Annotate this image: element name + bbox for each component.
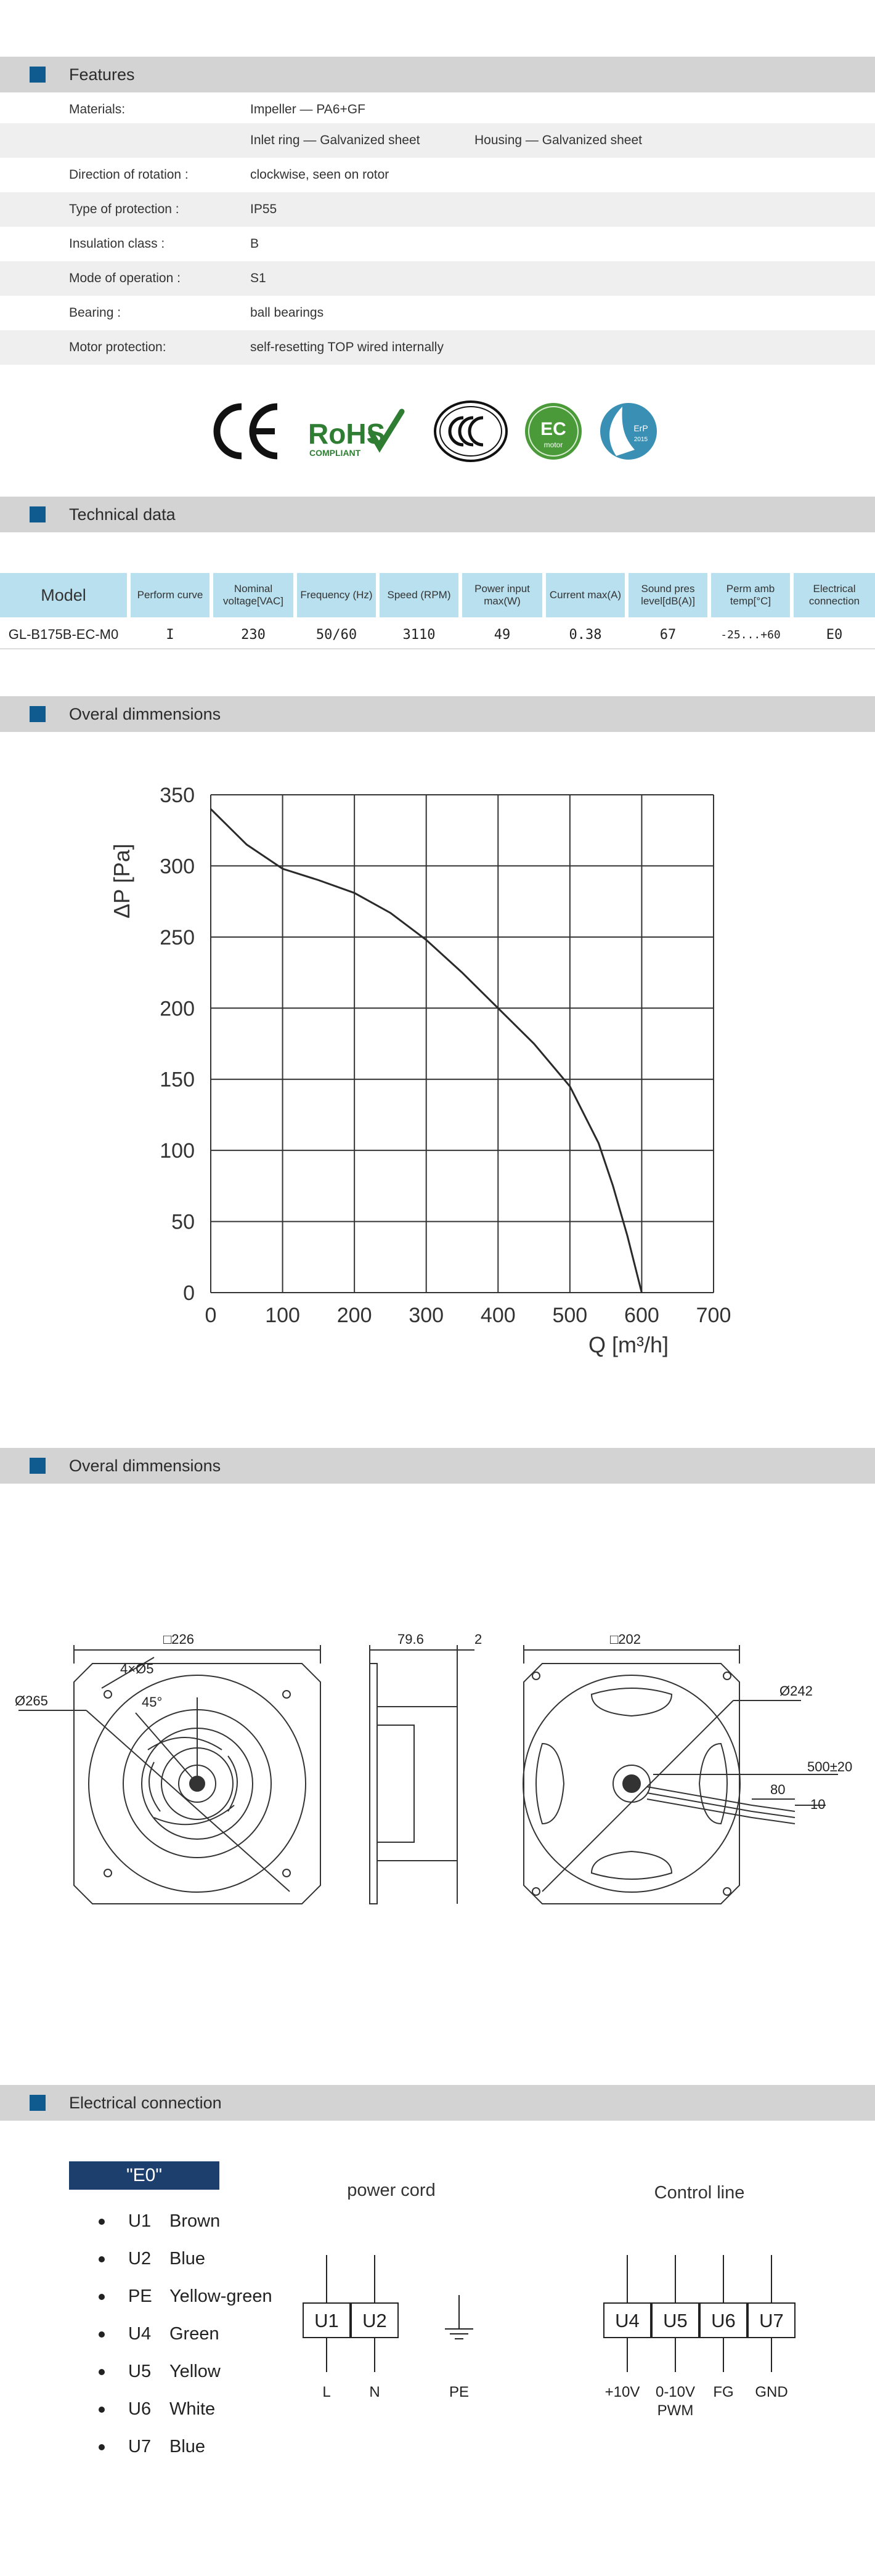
feature-value-secondary: Housing — Galvanized sheet	[474, 133, 642, 147]
feature-value: clockwise, seen on rotor	[250, 168, 389, 182]
terminal-u6: U6	[711, 2310, 736, 2331]
front-view	[18, 1645, 320, 1904]
feature-key: Materials:	[69, 102, 126, 116]
col-header: Sound pres level[dB(A)]	[629, 573, 707, 617]
wire-color: White	[169, 2399, 216, 2419]
section-square-icon	[30, 1458, 46, 1474]
control-line-title: Control line	[654, 2183, 745, 2203]
chart-y-tick-label: 100	[160, 1139, 195, 1163]
chart-y-tick-label: 350	[160, 784, 195, 807]
feature-row-operation	[0, 261, 875, 296]
col-header: Perm amb temp[°C]	[711, 573, 790, 617]
dim-cable-80: 80	[770, 1782, 786, 1797]
dim-rear-width: □202	[610, 1631, 641, 1647]
feature-value: IP55	[250, 202, 277, 216]
ec-motor-logo	[525, 403, 582, 460]
chart-x-tick-label: 100	[265, 1304, 300, 1327]
feature-value: S1	[250, 271, 266, 285]
feature-row-rotation	[0, 158, 875, 192]
electrical-section-header	[0, 2085, 875, 2121]
chart-x-tick-label: 700	[696, 1304, 731, 1327]
wire-color: Yellow-green	[169, 2286, 272, 2306]
terminal-u7: U7	[759, 2310, 784, 2331]
col-header: Power input max(W)	[462, 573, 542, 617]
terminal-u2: U2	[362, 2310, 387, 2331]
ce-logo	[217, 407, 277, 456]
dim-front-diameter: Ø265	[15, 1693, 48, 1709]
dimensions-title: Overal dimmensions	[69, 1457, 221, 1475]
ccc-logo	[435, 402, 507, 461]
certification-logos	[210, 394, 665, 468]
chart-y-tick-label: 300	[160, 855, 195, 879]
ec-text: EC	[540, 419, 566, 439]
label-fg: FG	[713, 2384, 734, 2400]
chart-y-label: ΔP [Pa]	[109, 843, 134, 919]
feature-row-protection	[0, 192, 875, 227]
feature-row-bearing	[0, 296, 875, 330]
feature-row-inlet	[0, 123, 875, 158]
label-gnd: GND	[755, 2384, 788, 2400]
bullet-icon	[99, 2407, 105, 2413]
dim-angle: 45°	[142, 1694, 163, 1710]
dimension-drawing	[0, 1627, 875, 1972]
features-section-header	[0, 57, 875, 92]
feature-row-materials	[0, 92, 875, 127]
section-square-icon	[30, 2095, 46, 2111]
bullet-icon	[99, 2219, 105, 2225]
dim-front-width: □226	[163, 1631, 194, 1647]
rohs-subtext: COMPLIANT	[309, 448, 361, 458]
bullet-icon	[99, 2369, 105, 2375]
wire-code: U2	[128, 2249, 152, 2269]
erp-text: ErP	[633, 423, 648, 433]
connection-badge: "E0"	[69, 2161, 219, 2190]
feature-row-motor-protection	[0, 330, 875, 365]
feature-value: B	[250, 237, 259, 251]
rohs-text: RoHS	[308, 418, 386, 450]
label-10v: +10V	[604, 2384, 640, 2400]
cell-model: GL-B175B-EC-M0	[8, 627, 119, 642]
feature-key: Type of protection :	[69, 202, 179, 216]
feature-value: ball bearings	[250, 306, 324, 320]
section-square-icon	[30, 506, 46, 522]
dim-cable-10: 10	[810, 1797, 826, 1812]
ec-subtext: motor	[543, 441, 563, 449]
chart-x-tick-label: 400	[480, 1304, 516, 1327]
section-square-icon	[30, 67, 46, 83]
col-header: Frequency (Hz)	[297, 573, 376, 617]
erp-logo	[600, 403, 657, 460]
cell-voltage: 230	[241, 627, 266, 643]
electrical-title: Electrical connection	[69, 2094, 222, 2112]
cell-curve: I	[166, 627, 174, 643]
erp-year: 2015	[633, 436, 648, 443]
cell-current: 0.38	[569, 627, 602, 643]
col-header: Current max(A)	[546, 573, 625, 617]
chart-x-tick-label: 600	[624, 1304, 659, 1327]
wire-color: Blue	[169, 2249, 206, 2269]
wire-code: U1	[128, 2211, 152, 2231]
feature-value: Inlet ring — Galvanized sheet	[250, 133, 420, 147]
terminal-u4: U4	[615, 2310, 640, 2331]
terminal-u1: U1	[314, 2310, 339, 2331]
bullet-icon	[99, 2444, 105, 2450]
wire-color: Green	[169, 2324, 219, 2344]
feature-key: Bearing :	[69, 306, 121, 320]
dim-rear-diameter: Ø242	[779, 1683, 813, 1699]
chart-x-label: Q [m³/h]	[588, 1332, 669, 1357]
wire-code: U7	[128, 2437, 152, 2456]
chart-y-tick-label: 50	[171, 1210, 195, 1234]
side-view	[370, 1645, 474, 1904]
technical-table-header	[0, 573, 875, 617]
wire-color: Brown	[169, 2211, 221, 2231]
cell-connection: E0	[826, 627, 843, 643]
col-header: Model	[0, 573, 127, 617]
wire-code: U4	[128, 2324, 152, 2344]
wire-color: Blue	[169, 2437, 206, 2456]
feature-key: Motor protection:	[69, 340, 166, 354]
dim-cable-length: 500±20	[807, 1759, 853, 1774]
technical-title: Technical data	[69, 505, 176, 524]
dim-holes: 4×Ø5	[120, 1661, 154, 1676]
feature-key: Insulation class :	[69, 237, 165, 251]
cell-frequency: 50/60	[315, 627, 357, 643]
terminal-u5: U5	[663, 2310, 688, 2331]
col-header: Perform curve	[131, 573, 210, 617]
dimensions-section-header	[0, 1448, 875, 1484]
label-l: L	[322, 2384, 331, 2400]
label-n: N	[369, 2384, 380, 2400]
feature-key: Mode of operation :	[69, 271, 181, 285]
feature-key: Direction of rotation :	[69, 168, 189, 182]
chart-x-ticks	[205, 1304, 731, 1327]
chart-y-tick-label: 0	[183, 1282, 195, 1305]
chart-y-tick-label: 250	[160, 925, 195, 949]
chart-y-ticks	[160, 784, 195, 1305]
bullet-icon	[99, 2256, 105, 2262]
dim-side-depth: 79.6	[397, 1631, 424, 1647]
label-pwm: PWM	[657, 2402, 694, 2419]
cell-temp: -25...+60	[720, 628, 781, 641]
features-title: Features	[69, 65, 135, 84]
label-pe: PE	[449, 2384, 470, 2400]
curve-section-title: Overal dimmensions	[69, 705, 221, 723]
wire-code: U5	[128, 2362, 152, 2381]
performance-chart	[0, 758, 875, 1374]
section-square-icon	[30, 706, 46, 722]
chart-y-tick-label: 150	[160, 1068, 195, 1092]
chart-x-tick-label: 0	[205, 1304, 217, 1327]
col-header: Electrical connection	[794, 573, 875, 617]
dim-side-flange: 2	[474, 1631, 482, 1647]
cell-speed: 3110	[402, 627, 436, 643]
wire-code: PE	[128, 2286, 152, 2306]
power-cord-title: power cord	[347, 2180, 436, 2200]
bullet-icon	[99, 2331, 105, 2338]
bullet-icon	[99, 2294, 105, 2300]
wire-code: U6	[128, 2399, 152, 2419]
curve-section-header	[0, 696, 875, 732]
technical-section-header	[0, 497, 875, 532]
label-0-10v: 0-10V	[655, 2384, 696, 2400]
col-header: Speed (RPM)	[380, 573, 458, 617]
chart-x-tick-label: 500	[552, 1304, 588, 1327]
chart-x-tick-label: 300	[409, 1304, 444, 1327]
wire-color: Yellow	[169, 2362, 221, 2381]
chart-y-tick-label: 200	[160, 997, 195, 1021]
rohs-logo	[308, 412, 402, 458]
feature-value: self-resetting TOP wired internally	[250, 340, 444, 354]
chart-x-tick-label: 200	[336, 1304, 372, 1327]
cell-power: 49	[494, 627, 511, 643]
wiring-diagram	[283, 2169, 875, 2458]
feature-row-insulation	[0, 227, 875, 261]
col-header: Nominal voltage[VAC]	[213, 573, 293, 617]
table-row	[0, 621, 875, 649]
cell-sound: 67	[659, 627, 677, 643]
feature-value: Impeller — PA6+GF	[250, 102, 365, 116]
